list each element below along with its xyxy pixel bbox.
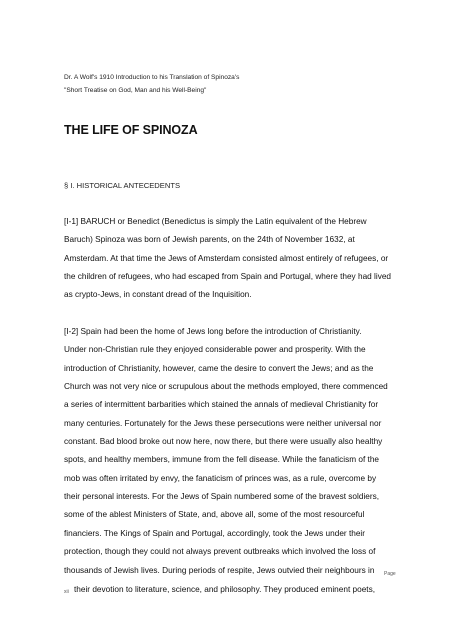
paragraph-2-line: their personal interests. For the Jews of Spain numbered some of the bravest soldiers, [64, 492, 380, 501]
paragraph-2-line: some of the ablest Ministers of State, and, above all, some of the most resourceful [64, 510, 365, 519]
paragraph-2-line: a series of intermittent barbarities which stained the annals of medieval Christianity for [64, 400, 379, 409]
paragraph-1-line: Amsterdam. At that time the Jews of Amsterdam consisted almost entirely of refugees, or [64, 254, 389, 263]
paragraph-2-line: thousands of Jewish lives. During periods of respite, Jews outvied their neighbours in [64, 566, 375, 575]
page-marker-number: xii [64, 589, 69, 595]
paragraph-2-line: Church was not very nice or scrupulous about the methods employed, there commenced [64, 382, 388, 391]
paragraph-2-line: Under non-Christian rule they enjoyed considerable power and prosperity. With the [64, 345, 366, 354]
paragraph-2-line: mob was often irritated by envy, the fanaticism of princes was, as a rule, overcome by [64, 474, 377, 483]
paragraph-1-line: as crypto-Jews, in constant dread of the Inquisition. [64, 290, 252, 299]
paragraph-1-line: Baruch) Spinoza was born of Jewish parents, on the 24th of November 1632, at [64, 235, 355, 244]
header-line-1: Dr. A Wolf's 1910 Introduction to his Translation of Spinoza's [64, 74, 240, 81]
paragraph-2-line: their devotion to literature, science, and philosophy. They produced eminent poets, [74, 585, 376, 594]
paragraph-2-line: many centuries. Fortunately for the Jews these persecutions were neither universal nor [64, 419, 382, 428]
paragraph-1-line: [I-1] BARUCH or Benedict (Benedictus is simply the Latin equivalent of the Hebrew [64, 217, 367, 226]
page-title: THE LIFE OF SPINOZA [64, 123, 198, 137]
paragraph-2-line: spots, and healthy members, immune from the fell disease. While the fanaticism of the [64, 455, 380, 464]
paragraph-2-line: protection, though they could not always prevent outbreaks which involved the loss of [64, 547, 376, 556]
paragraph-2-line: constant. Bad blood broke out now here, now there, but there were usually also healthy [64, 437, 383, 446]
page-marker-label: Page [384, 571, 396, 577]
header-line-2: "Short Treatise on God, Man and his Well-Being" [64, 87, 207, 94]
paragraph-2-line: introduction of Christianity, however, came the desire to convert the Jews; and as the [64, 364, 374, 373]
paragraph-2-line: [I-2] Spain had been the home of Jews long before the introduction of Christianity. [64, 327, 362, 336]
section-heading: § I. HISTORICAL ANTECEDENTS [64, 181, 181, 190]
paragraph-2-line: financiers. The Kings of Spain and Portugal, accordingly, took the Jews under their [64, 529, 365, 538]
paragraph-1-line: the children of refugees, who had escaped from Spain and Portugal, where they had lived [64, 272, 391, 281]
